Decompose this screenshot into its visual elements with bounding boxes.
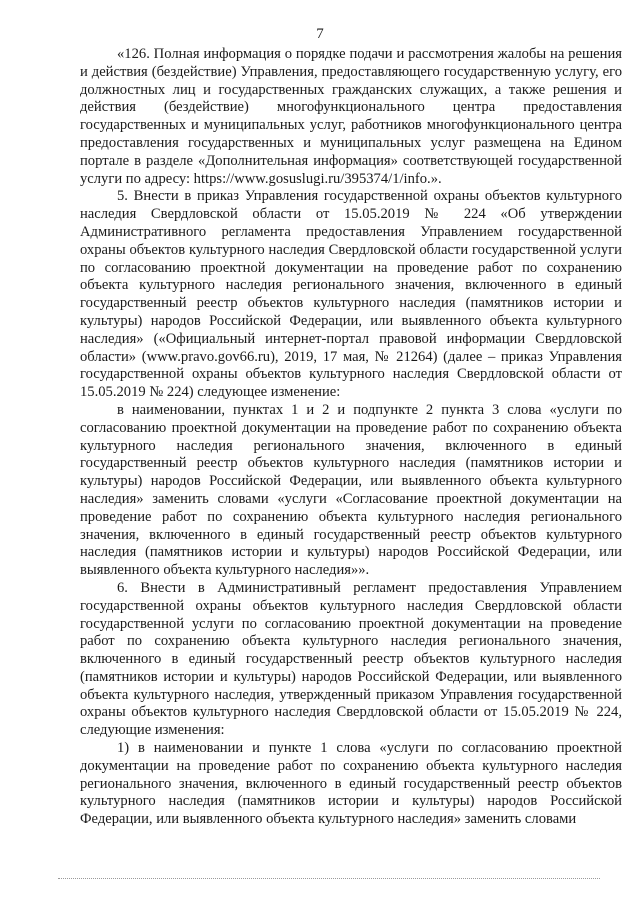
bottom-divider <box>58 878 600 879</box>
document-body <box>80 46 622 829</box>
page-number: 7 <box>316 26 324 42</box>
paragraph-clause-126: «126. Полная информация о порядке подачи и рассмотрения жалобы на решения и действия (бездействие) Управления, предоставляющего государственную услугу, его должностных лиц и государственных гражданских служащих, а также решения и действия (бездействие) многофункционального центра предоставления государственных и муниципальных услуг, работников многофункционального центра предоставления государственных и муниципальных услуг размещена на Едином портале в разделе «Дополнительная информация» соответствующей государственной услуги по адресу: https://www.gosuslugi.ru/395374/1/info.». <box>80 46 622 187</box>
paragraph-item-6-1: 1) в наименовании и пункте 1 слова «услуги по согласованию проектной документации на проведение работ по сохранению объекта культурного наследия регионального значения, включенного в единый государственный реестр объектов культурного наследия (памятников истории и культуры) народов Российской Федерации, или выявленного объекта культурного наследия» заменить словами <box>80 740 622 828</box>
paragraph-item-5: 5. Внести в приказ Управления государственной охраны объектов культурного наследия Свердловской области от 15.05.2019 № 224 «Об утверждении Административного регламента предоставления Управлением государственной охраны объектов культурного наследия Свердловской области государственной услуги по согласованию проектной документации на проведение работ по сохранению объекта культурного наследия регионального значения, включенного в единый государственный реестр объектов культурного наследия (памятников истории и культуры) народов Российской Федерации, или выявленного объекта культурного наследия» («Официальный интернет-портал правовой информации Свердловской области» (www.pravo.gov66.ru), 2019, 17 мая, № 21264) (далее – приказ Управления государственной охраны объектов культурного наследия Свердловской области от 15.05.2019 № 224) следующее изменение: <box>80 188 622 401</box>
paragraph-item-5-change: в наименовании, пунктах 1 и 2 и подпункте 2 пункта 3 слова «услуги по согласованию проектной документации на проведение работ по сохранению объекта культурного наследия регионального значения, включенного в единый государственный реестр объектов культурного наследия (памятников истории и культуры) народов Российской Федерации, или выявленного объекта культурного наследия» заменить словами «услуги «Согласование проектной документации на проведение работ по сохранению объекта культурного наследия регионального значения, включенного в единый государственный реестр объектов культурного наследия (памятников истории и культуры) народов Российской Федерации, или выявленного объекта культурного наследия»». <box>80 401 622 579</box>
paragraph-item-6: 6. Внести в Административный регламент предоставления Управлением государственной охраны объектов культурного наследия Свердловской области государственной услуги по согласованию проектной документации на проведение работ по сохранению объекта культурного наследия регионального значения, включенного в единый государственный реестр объектов культурного наследия (памятников истории и культуры) народов Российской Федерации, или выявленного объекта культурного наследия, утвержденный приказом Управления государственной охраны объектов культурного наследия Свердловской области от 15.05.2019 № 224, следующие изменения: <box>80 579 622 739</box>
